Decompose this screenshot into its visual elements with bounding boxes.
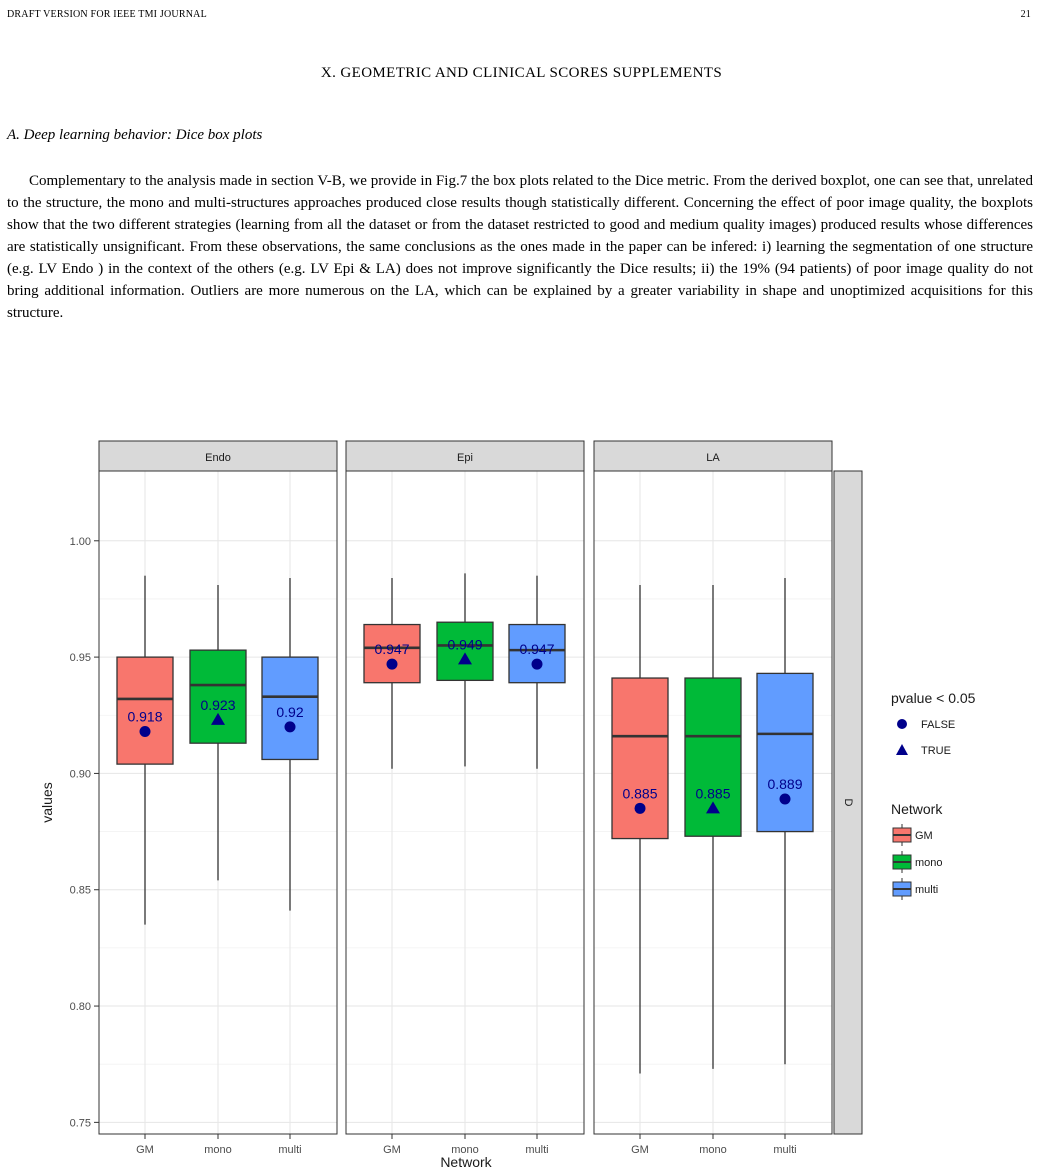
page-number: 21 bbox=[1020, 9, 1031, 20]
y-tick-label: 0.85 bbox=[69, 884, 91, 897]
mean-marker-circle bbox=[140, 726, 151, 737]
x-tick-label: multi bbox=[773, 1144, 797, 1156]
mean-marker-circle bbox=[532, 659, 543, 670]
mean-label: 0.947 bbox=[519, 641, 555, 658]
mean-marker-circle bbox=[635, 803, 646, 814]
box-body bbox=[612, 678, 668, 839]
y-axis-title: values bbox=[39, 782, 55, 823]
legend-pvalue-item: FALSE bbox=[921, 719, 956, 731]
right-facet-strip bbox=[834, 471, 862, 1134]
mean-label: 0.947 bbox=[374, 641, 410, 658]
y-tick-label: 0.95 bbox=[69, 652, 91, 665]
x-tick-label: multi bbox=[525, 1144, 549, 1156]
facet-panel-la bbox=[594, 441, 832, 1134]
running-header: DRAFT VERSION FOR IEEE TMI JOURNAL bbox=[7, 9, 207, 20]
mean-label: 0.923 bbox=[200, 696, 236, 713]
mean-marker-circle bbox=[387, 659, 398, 670]
x-tick-label: mono bbox=[204, 1144, 232, 1156]
x-tick-label: GM bbox=[631, 1144, 649, 1156]
legend-network-title: Network bbox=[891, 801, 943, 817]
mean-label: 0.92 bbox=[276, 703, 304, 720]
facet-panel-endo bbox=[99, 441, 337, 1134]
facet-panel-epi bbox=[346, 441, 584, 1134]
y-tick-label: 1.00 bbox=[69, 535, 91, 548]
x-tick-label: GM bbox=[383, 1144, 401, 1156]
mean-label: 0.885 bbox=[695, 785, 731, 802]
mean-label: 0.889 bbox=[767, 776, 803, 793]
dice-boxplot-figure bbox=[0, 430, 1043, 1172]
legend-network-item: mono bbox=[915, 857, 943, 869]
legend-pvalue-item: TRUE bbox=[921, 745, 951, 757]
legend-network-item: GM bbox=[915, 830, 933, 842]
legend-network-item: multi bbox=[915, 884, 939, 896]
section-title: X. GEOMETRIC AND CLINICAL SCORES SUPPLEMENTS bbox=[320, 65, 723, 81]
box-body bbox=[757, 673, 813, 831]
y-tick-label: 0.90 bbox=[69, 768, 91, 781]
mean-label: 0.918 bbox=[127, 708, 163, 725]
x-tick-label: GM bbox=[136, 1144, 154, 1156]
x-tick-label: mono bbox=[699, 1144, 727, 1156]
y-tick-label: 0.75 bbox=[69, 1117, 91, 1130]
x-axis-title: Network bbox=[440, 1154, 492, 1170]
facet-label: Epi bbox=[457, 452, 473, 464]
right-strip-label: D bbox=[842, 798, 855, 807]
legend-circle-marker bbox=[897, 719, 907, 729]
legend bbox=[891, 690, 976, 900]
mean-marker-circle bbox=[780, 794, 791, 805]
body-paragraph: Complementary to the analysis made in section V-B, we provide in Fig.7 the box plots related to the Dice metric. From the derived boxplot, one can see that, unrelated to the structure, the mono and multi-structures approaches produced close results though statistically different. Concerning the effect of poor image quality, the boxplots show that the two different strategies (learning from all the dataset or from the dataset restricted to good and medium quality images) produced results whose differences are statistically unsignificant. From these observations, the same conclusions as the ones made in the paper can be infered: i) learning the segmentation of one structure (e.g. LV Endo ) in the context of the others (e.g. LV Epi & LA) does not improve significantly the Dice results; ii) the 19% (94 patients) of poor image quality do not bring additional information. Outliers are more numerous on the LA, which can be explained by a greater variability in shape and unoptimized acquisitions for this structure. bbox=[7, 173, 1033, 321]
x-tick-label: multi bbox=[278, 1144, 302, 1156]
x-tick-label: mono bbox=[451, 1144, 479, 1156]
legend-pvalue-title: pvalue < 0.05 bbox=[891, 690, 976, 706]
x-axis bbox=[136, 1134, 796, 1170]
mean-marker-circle bbox=[285, 721, 296, 732]
facet-label: Endo bbox=[205, 452, 231, 464]
y-axis bbox=[39, 536, 99, 1130]
facet-label: LA bbox=[706, 452, 720, 464]
legend-triangle-marker bbox=[896, 744, 908, 755]
mean-label: 0.885 bbox=[622, 785, 658, 802]
mean-label: 0.949 bbox=[447, 636, 483, 653]
y-tick-label: 0.80 bbox=[69, 1001, 91, 1014]
subsection-title: A. Deep learning behavior: Dice box plots bbox=[7, 127, 263, 143]
